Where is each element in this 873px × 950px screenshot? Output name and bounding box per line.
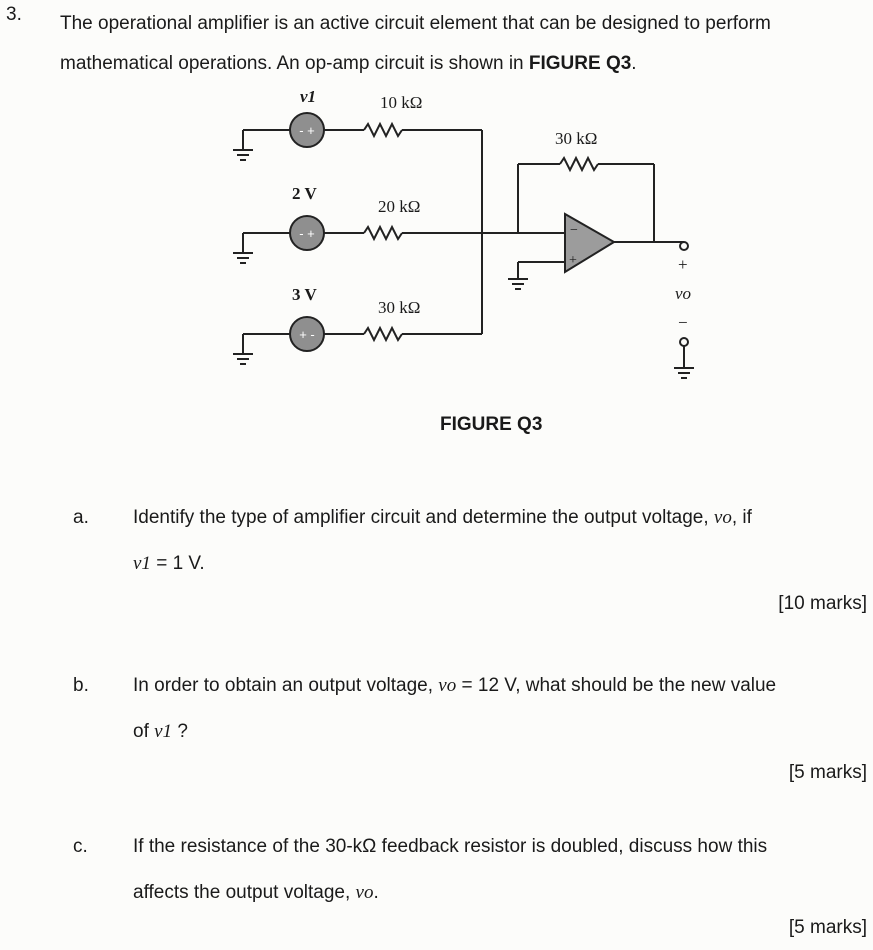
part-b-vo: vo — [438, 675, 457, 696]
source-3-label: 3 V — [292, 285, 317, 304]
intro-line-2-end: . — [631, 53, 637, 74]
figure-caption: FIGURE Q3 — [440, 414, 543, 435]
source-1-polarity: - + — [299, 123, 315, 138]
resistor-3-label: 30 kΩ — [378, 298, 421, 317]
output-terminal-plus — [680, 242, 688, 250]
source-2-polarity: - + — [299, 226, 315, 241]
part-b-line-2 — [133, 709, 868, 755]
opamp-plus-sign: + — [569, 253, 577, 268]
part-b-marks: [5 marks] — [788, 762, 867, 783]
part-b-line-1 — [133, 663, 868, 709]
voltage-source-1 — [290, 113, 324, 147]
part-c-line-2-text: affects the output voltage, — [133, 882, 356, 903]
part-a-line-1-text: Identify the type of amplifier circuit and determine the output voltage, — [133, 507, 714, 528]
part-b-letter: b. — [73, 675, 89, 696]
part-a-line-2 — [133, 541, 868, 587]
part-c-line-1: If the resistance of the 30-kΩ feedback resistor is doubled, discuss how this — [133, 836, 768, 857]
source-3-polarity: + - — [299, 327, 315, 342]
question-number: 3. — [6, 4, 22, 25]
output-plus-sign: + — [678, 255, 688, 274]
part-a-marks: [10 marks] — [778, 593, 867, 614]
resistor-2-label: 20 kΩ — [378, 197, 421, 216]
part-c-vo: vo — [355, 882, 374, 903]
feedback-resistor-label: 30 kΩ — [555, 129, 598, 148]
part-c-marks: [5 marks] — [788, 917, 867, 938]
intro-line-1: The operational amplifier is an active circuit element that can be designed to perform — [60, 13, 771, 34]
output-terminal-minus — [680, 338, 688, 346]
part-c-text — [133, 824, 868, 916]
part-c-letter: c. — [73, 836, 88, 857]
part-a-v1: v1 — [133, 553, 151, 574]
circuit-diagram — [0, 0, 873, 410]
output-minus-sign: − — [678, 313, 688, 332]
part-b-v1: v1 — [154, 721, 173, 742]
intro-figure-ref: FIGURE Q3 — [528, 53, 632, 74]
part-a-line-1-end: , if — [731, 507, 752, 528]
resistor-1-label: 10 kΩ — [380, 93, 423, 112]
part-b-line-1-text: In order to obtain an output voltage, — [133, 675, 439, 696]
part-b-line-2-text: of — [133, 721, 155, 742]
part-a-vo: vo — [713, 507, 732, 528]
source-1-label: v1 — [300, 87, 317, 106]
voltage-source-2 — [290, 216, 324, 250]
part-a-letter: a. — [73, 507, 89, 528]
part-a-text — [133, 495, 868, 587]
part-c-line-2 — [133, 870, 868, 916]
source-2-label: 2 V — [292, 184, 317, 203]
part-c-line-2-end: . — [373, 882, 379, 903]
part-a-line-1 — [133, 495, 868, 541]
part-b-line-2-end: ? — [172, 721, 188, 742]
part-a-line-2-text: = 1 V. — [150, 553, 205, 574]
opamp-minus-sign: − — [570, 223, 578, 238]
part-b-line-1-end: = 12 V, what should be the new value — [456, 675, 777, 696]
intro-line-2-text: mathematical operations. An op-amp circuit is shown in — [60, 53, 529, 74]
output-voltage-label: vo — [675, 284, 692, 303]
part-b-text — [133, 663, 868, 755]
voltage-source-3 — [290, 317, 324, 351]
